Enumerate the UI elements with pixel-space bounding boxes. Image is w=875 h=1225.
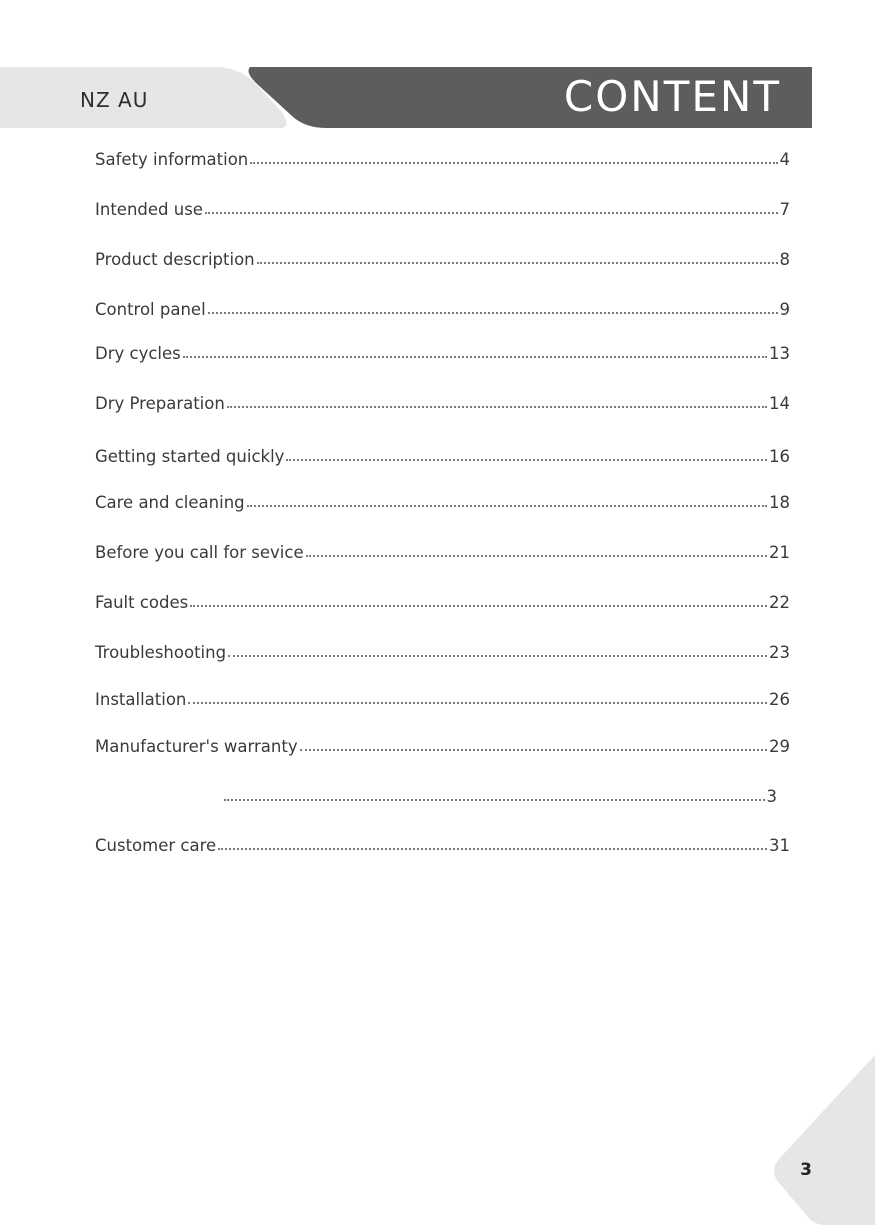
toc-entry-unlabeled[interactable] — [222, 782, 777, 806]
page-title: CONTENT — [563, 72, 781, 121]
toc-leader-dots — [218, 847, 767, 850]
toc-label: Troubleshooting — [95, 643, 227, 662]
toc-entry-product-description[interactable] — [95, 245, 790, 269]
toc-leader-dots — [257, 261, 778, 264]
toc-leader-dots — [286, 458, 767, 461]
toc-page-number: 14 — [769, 394, 790, 413]
toc-label: Before you call for sevice — [95, 543, 304, 562]
toc-entry-intended-use[interactable] — [95, 195, 790, 219]
toc-page-number: 23 — [769, 643, 790, 662]
toc-label: Dry cycles — [95, 344, 181, 363]
toc-label: Care and cleaning — [95, 493, 245, 512]
toc-label: Control panel — [95, 300, 206, 319]
toc-page-number: 26 — [769, 690, 790, 709]
toc-page-number: 31 — [769, 836, 790, 855]
toc-label: Product description — [95, 250, 255, 269]
toc-entry-manufacturers-warranty[interactable] — [95, 732, 790, 756]
toc-label: Installation — [95, 690, 187, 709]
toc-leader-dots — [306, 554, 767, 557]
toc-page-number: 18 — [769, 493, 790, 512]
toc-leader-dots — [188, 701, 767, 704]
toc-leader-dots — [208, 311, 778, 314]
toc-leader-dots — [247, 504, 767, 507]
region-label: NZ AU — [80, 88, 149, 112]
toc-entry-dry-cycles[interactable] — [95, 339, 790, 363]
toc-leader-dots — [300, 748, 767, 751]
toc-page-number: 29 — [769, 737, 790, 756]
toc-leader-dots — [190, 604, 767, 607]
toc-page-number: 7 — [779, 200, 790, 219]
toc-label: Intended use — [95, 200, 203, 219]
toc-entry-dry-preparation[interactable] — [95, 389, 790, 413]
toc-label: Getting started quickly — [95, 447, 285, 466]
toc-page-number: 4 — [779, 150, 790, 169]
toc-label: Dry Preparation — [95, 394, 225, 413]
toc-entry-installation[interactable] — [95, 685, 790, 709]
toc-entry-care-and-cleaning[interactable] — [95, 488, 790, 512]
toc-leader-dots — [183, 355, 767, 358]
toc-entry-safety-information[interactable] — [95, 145, 790, 169]
toc-entry-getting-started[interactable] — [95, 442, 790, 466]
toc-page-number: 9 — [779, 300, 790, 319]
toc-page-number: 8 — [779, 250, 790, 269]
toc-label: Manufacturer's warranty — [95, 737, 298, 756]
toc-entry-troubleshooting[interactable] — [95, 638, 790, 662]
toc-page-number: 13 — [769, 344, 790, 363]
toc-entry-customer-care[interactable] — [95, 831, 790, 855]
toc-label: Customer care — [95, 836, 217, 855]
toc-leader-dots — [227, 405, 767, 408]
toc-label: Fault codes — [95, 593, 189, 612]
toc-entry-before-you-call[interactable] — [95, 538, 790, 562]
toc-entry-control-panel[interactable] — [95, 295, 790, 319]
toc-page-number: 21 — [769, 543, 790, 562]
page-number: 3 — [800, 1160, 812, 1180]
page-corner-shape — [765, 1055, 875, 1225]
toc-leader-dots — [228, 654, 767, 657]
toc-page-number: 22 — [769, 593, 790, 612]
toc-page-number: 3 — [766, 787, 777, 806]
toc-label: Safety information — [95, 150, 249, 169]
toc-leader-dots — [250, 161, 777, 164]
toc-entry-fault-codes[interactable] — [95, 588, 790, 612]
toc-leader-dots — [205, 211, 778, 214]
toc-leader-dots — [224, 798, 765, 801]
toc-page-number: 16 — [769, 447, 790, 466]
